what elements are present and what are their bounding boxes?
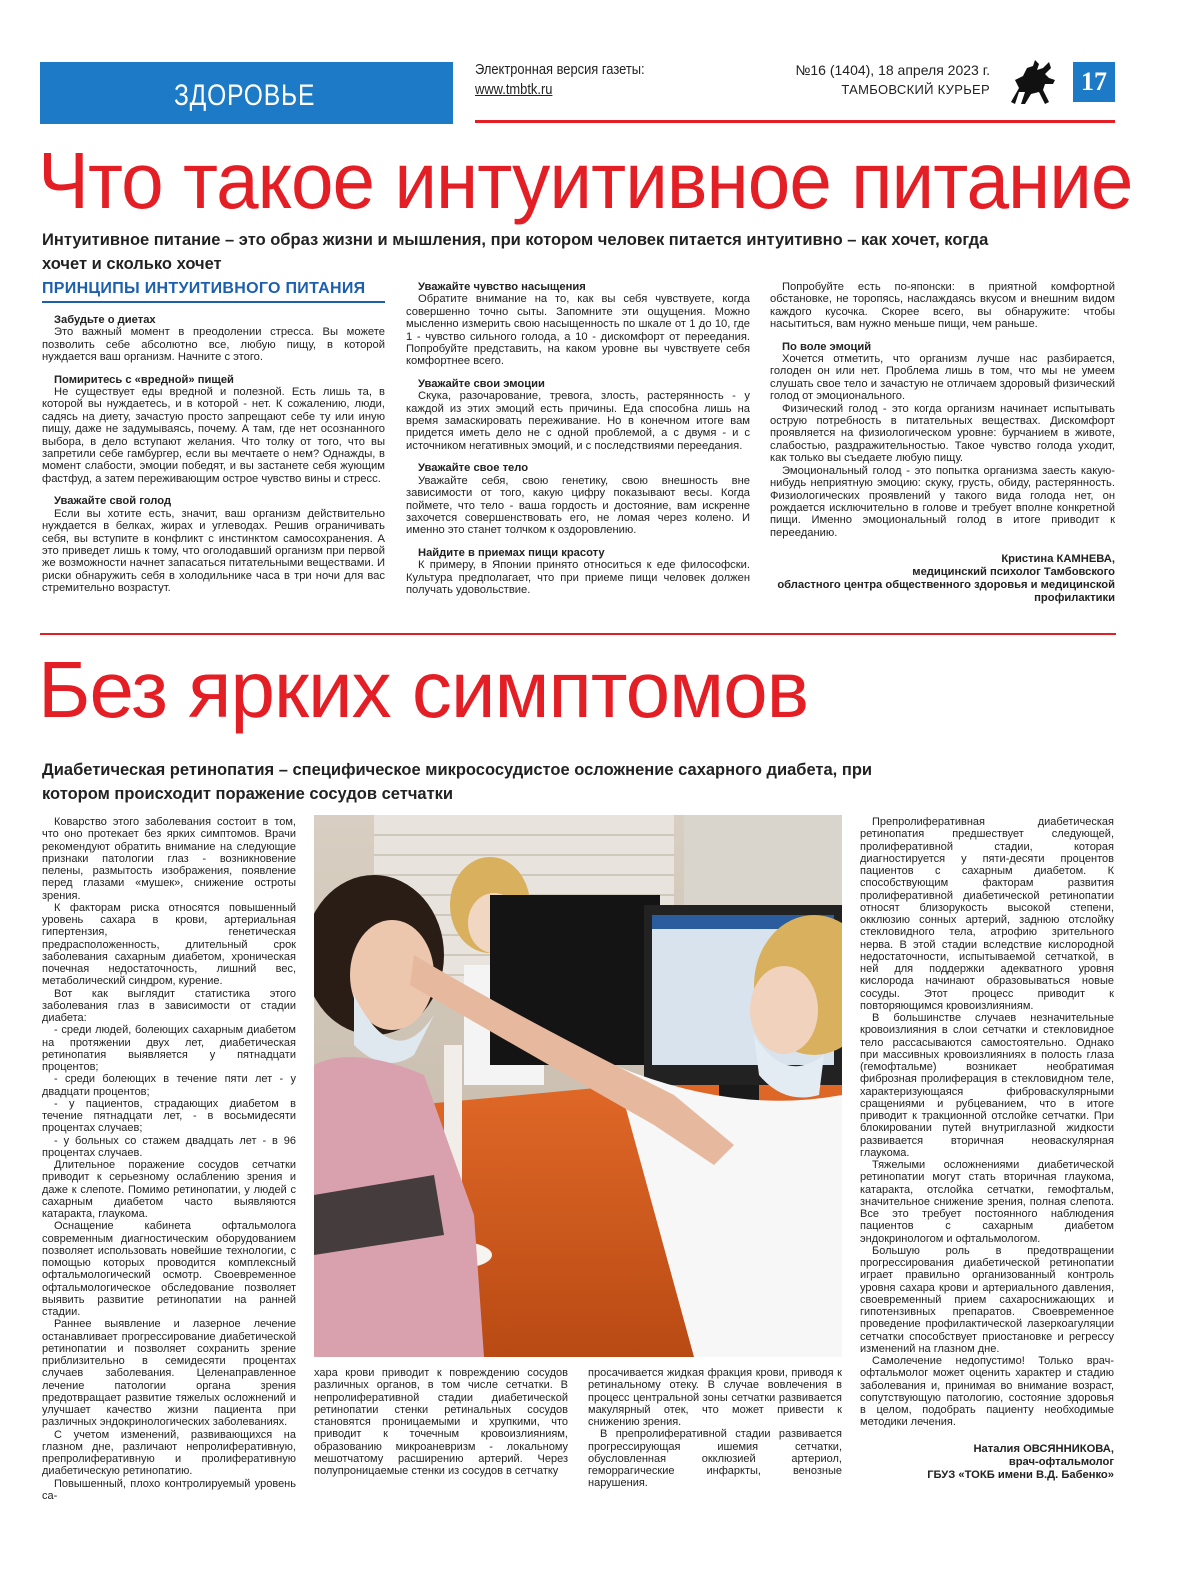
- subheading: Забудьте о диетах: [54, 314, 156, 326]
- article1-rubric: ПРИНЦИПЫ ИНТУИТИВНОГО ПИТАНИЯ: [42, 280, 385, 303]
- paragraph: Вот как выглядит статистика этого заболевания глаз в зависимости от стадии диабета:: [42, 987, 296, 1024]
- paragraph: Скука, разочарование, тревога, злость, растерянность - у каждой из этих эмоций есть причины. Еда способна лишь на время замаскировать переживание. Но в конечном итоге вам придется иметь дело не с одной проблемой, а с двумя - и с источником негативных эмоций, и с последствиями переедания.: [406, 390, 750, 452]
- subheading: Найдите в приемах пищи красоту: [418, 546, 605, 559]
- paragraph: Оснащение кабинета офтальмолога современным диагностическим оборудованием позволяет использовать новейшие технологии, с помощью которых проводится комплексный офтальмологический осмотр. Своевременное офтальмологическое обследование позволяет выявить развитие ретинопатии на ранней стадии.: [42, 1220, 296, 1318]
- eye-exam-photo: [314, 815, 842, 1357]
- paragraph: - у пациентов, страдающих диабетом в течение пятнадцати лет, - в восьмидесяти процентах случаев;: [42, 1097, 296, 1135]
- article1-signature: [770, 553, 1115, 605]
- paragraph: - у больных со стажем двадцать лет - в 96 процентах случаев.: [42, 1134, 296, 1159]
- article1-lead: Интуитивное питание – это образ жизни и мышления, при котором человек питается интуитивно – как хочет, когда хочет и сколько хочет: [42, 231, 989, 273]
- subheading: Помиритесь с «вредной» пищей: [54, 373, 234, 386]
- author-org-2: профилактики: [1034, 592, 1115, 605]
- section-title: ЗДОРОВЬЕ: [174, 79, 316, 112]
- article2-title: Без ярких симптомов: [38, 645, 809, 734]
- article2-column-4: [860, 816, 1114, 1482]
- paragraph: Это важный момент в преодолении стресса. Вы можете позволить себе абсолютно все, любую пищу, в которой нуждается ваш организм. Начните с этого.: [42, 326, 385, 364]
- article2-column-2: [314, 1367, 568, 1477]
- site-link[interactable]: www.tmbtk.ru: [475, 81, 553, 98]
- article1-title: Что такое интуитивное питание: [38, 136, 1133, 225]
- paragraph: Обратите внимание на то, как вы себя чувствуете, когда совершенно точно сыты. Запомните эти ощущения. Можно мысленно измерить свою насыщенность по шкале от 1 до 10, где 1 - чувство сильного голода, а 10 - дискомфорт от переедания. Попробуйте представить, на каком уровне вы чувствуете себя комфортнее всего.: [406, 293, 750, 368]
- paragraph: В препролиферативной стадии развивается прогрессирующая ишемия сетчатки, обусловленная окклюзией артериол, геморрагические инфаркты, венозные нарушения.: [588, 1428, 842, 1490]
- article-divider: [40, 633, 1116, 635]
- author-name: Кристина КАМНЕВА,: [1001, 553, 1115, 566]
- paragraph: Хочется отметить, что организм лучше нас разбирается, голоден он или нет. Проблема лишь в том, что мы не умеем слушать свое тело и зачастую не отличаем здоровый физический голод от эмоционального.: [770, 353, 1115, 403]
- paragraph: Эмоциональный голод - это попытка организма заесть какую-нибудь неприятную эмоцию: скуку, грусть, обиду, растерянность. Физиологических проявлений у такого вида голода нет, он рождается исключительно в голове и требует вполне конкретной пищи. Именно эмоциональный голод в итоге приводит к перееданию.: [770, 464, 1115, 539]
- paragraph: Не существует еды вредной и полезной. Есть лишь та, в которой вы нуждаетесь, и в которой - нет. К сожалению, люди, садясь на диету, зачастую просто запрещают себе ту или иную пищу, даже не задумываясь, почему. А там, где нет осознанного выбора, в дело вступают желания. Что толку от того, что вы запретили себе гамбургер, если вы мечтаете о нем? Однажды, в момент слабости, эмоции победят, и вы застанете себя жующим фастфуд, а затем переживающим острое чувство вины и стресс.: [42, 386, 385, 485]
- paragraph: - среди болеющих в течение пяти лет - у двадцати процентов;: [42, 1073, 296, 1098]
- article2-column-3: [588, 1367, 842, 1490]
- paragraph: - среди людей, болеющих сахарным диабетом на протяжении двух лет, диабетическая ретинопатия выявляется у пятнадцати процентов;: [42, 1024, 296, 1073]
- author-name: Наталия ОВСЯННИКОВА,: [973, 1442, 1114, 1455]
- photo-illustration: [314, 815, 842, 1357]
- article1-column-2: [406, 281, 750, 596]
- paragraph: Длительное поражение сосудов сетчатки приводит к серьезному ослаблению зрения и даже к слепоте. Помимо ретинопатии, у людей с сахарным диабетом часто выявляются катаракта, глаукома.: [42, 1159, 296, 1220]
- paragraph: К факторам риска относятся повышенный уровень сахара в крови, артериальная гипертензия, генетическая предрасположенность, длительный срок заболевания сахарным диабетом, хроническая почечная недостаточность, лишний вес, метаболический синдром, курение.: [42, 901, 296, 988]
- paragraph: Повышенный, плохо контролируемый уровень са-: [42, 1477, 296, 1502]
- article1-column-1: [42, 314, 385, 595]
- edition-label: Электронная версия газеты:: [475, 61, 645, 78]
- paragraph: Физический голод - это когда организм начинает испытывать острую потребность в питательных веществах. Дискомфорт проявляется на физиологическом уровне: бурчанием в животе, слабостью, раздражительностью. Такое чувство голода уходит, как только вы съедаете любую пищу.: [770, 402, 1115, 465]
- paragraph: Уважайте себя, свою генетику, свою внешность вне зависимости от того, какую цифру показывают весы. Когда поймете, что тело - ваша гордость и достояние, вам искренне захочется совершенствовать его, не ломая через колено. И именно это станет толчком к оздоровлению.: [406, 474, 750, 537]
- section-banner: [40, 62, 453, 124]
- horse-rider-icon: [1005, 58, 1059, 108]
- paragraph: С учетом изменений, развивающихся на глазном дне, различают непролиферативную, препролиферативную и пролиферативную диабетическую ретинопатию.: [42, 1428, 296, 1478]
- subheading: Уважайте свое тело: [418, 462, 529, 475]
- article1-column-3: [770, 281, 1115, 605]
- paragraph: В большинстве случаев незначительные кровоизлияния в слои сетчатки и стекловидное тело рассасываются самостоятельно. Однако при массивных кровоизлияниях в полость глаза (гемофтальме) возникает необратимая фиброзная пролиферация в стекловидном теле, характеризующаяся фиброваскулярными сращениями и рубцеванием, что в итоге приводит к тракционной отслойке сетчатки. При блокировании путей внутриглазной жидкости развивается вторичная неоваскулярная глаукома.: [860, 1012, 1114, 1159]
- subheading: Уважайте чувство насыщения: [418, 281, 586, 293]
- paragraph: Коварство этого заболевания состоит в том, что оно протекает без ярких симптомов. Врачи рекомендуют обратить внимание на следующие признаки патологии глаз - возникновение пелены, размытость изображения, появление перед глазами «мушек», снижение остроты зрения.: [42, 816, 296, 902]
- paragraph: просачивается жидкая фракция крови, приводя к ретинальному отеку. В случае вовлечения в процесс центральной зоны сетчатки развивается макулярный отек, что может привести к снижению зрения.: [588, 1367, 842, 1428]
- author-org: областного центра общественного здоровья и медицинской: [777, 579, 1115, 592]
- paper-name: ТАМБОВСКИЙ КУРЬЕР: [841, 82, 990, 97]
- header-rule: [475, 120, 1115, 123]
- issue-info: [785, 60, 990, 100]
- subheading: По воле эмоций: [782, 340, 872, 353]
- author-title: врач-офтальмолог: [1008, 1455, 1114, 1468]
- article2-column-1: [42, 816, 296, 1502]
- author-org: ГБУЗ «ТОКБ имени В.Д. Бабенко»: [927, 1468, 1114, 1481]
- paragraph: Раннее выявление и лазерное лечение останавливает прогрессирование диабетической ретинопатии и позволяет сохранить зрение приблизительно в семидесяти процентах случаев заболевания. Целенаправленное лечение патологии органа зрения предотвращает развитие тяжелых осложнений и улучшает качество жизни пациента при различных эндокринологических заболеваниях.: [42, 1318, 296, 1429]
- edition-info: [475, 60, 645, 100]
- article2-lead: Диабетическая ретинопатия – специфическое микрососудистое осложнение сахарного диабета, при котором происходит поражение сосудов сетчатки: [42, 761, 873, 803]
- paragraph: Попробуйте есть по-японски: в приятной комфортной обстановке, не торопясь, наслаждаясь вкусом и внешним видом каждого кусочка. Скорее всего, вы обнаружите: чтобы насытиться, вам нужно меньше пищи, чем раньше.: [770, 281, 1115, 331]
- article2-signature: [860, 1443, 1114, 1482]
- paragraph: К примеру, в Японии принято относиться к еде философски. Культура предполагает, что при приеме пищи человек должен получать удовольствие.: [406, 559, 750, 596]
- paragraph: Самолечение недопустимо! Только врач-офтальмолог может оценить характер и стадию заболевания и, принимая во внимание возраст, сопутствующую патологию, состояние здоровья в целом, подобрать пациенту необходимые методики лечения.: [860, 1355, 1114, 1429]
- paragraph: хара крови приводит к повреждению сосудов различных органов, в том числе сетчатки. В непролиферативной стадии диабетической ретинопатии стенки ретинальных сосудов становятся проницаемыми и хрупкими, что приводит к точечным кровоизлияниям, образованию микроаневризм - локальному мешотчатому расширению артерий. Через полупроницаемые стенки из сосудов в сетчатку: [314, 1367, 568, 1477]
- paragraph: Большую роль в предотвращении прогрессирования диабетической ретинопатии играет правильно организованный контроль уровня сахара крови и артериального давления, своевременный прием сахароснижающих и гипотензивных препаратов. Своевременное проведение профилактической лазеркоагуляции сетчатки способствует приостановке и регрессу изменений на глазном дне.: [860, 1244, 1114, 1355]
- page-number: 17: [1073, 62, 1115, 102]
- author-title: медицинский психолог Тамбовского: [912, 566, 1115, 579]
- paragraph: Если вы хотите есть, значит, ваш организм действительно нуждается в белках, жирах и углеводах. Решив ограничивать себя, вы вступите в конфликт с инстинктом самосохранения. А это приведет лишь к тому, что оголодавший организм при первой же возможности начнет запасаться питательными веществами. И риски обнаружить себя в холодильнике часа в три ночи для вас стремительно возрастут.: [42, 507, 385, 595]
- subheading: Уважайте свой голод: [54, 495, 172, 508]
- issue-date: №16 (1404), 18 апреля 2023 г.: [795, 62, 990, 78]
- subheading: Уважайте свои эмоции: [418, 377, 545, 390]
- paragraph: Тяжелыми осложнениями диабетической ретинопатии могут стать вторичная глаукома, катаракта, отслойка сетчатки, гемофтальм, значительное снижение зрения, полная слепота. Все это требует постоянного наблюдения пациентов с сахарным диабетом эндокринологом и офтальмологом.: [860, 1159, 1114, 1245]
- paragraph: Препролиферативная диабетическая ретинопатия предшествует следующей, пролиферативной стадии, которая диагностируется у пяти-десяти процентов пациентов с сахарным диабетом. К способствующим факторам развития пролиферативной диабетической ретинопатии относят близорукость высокой степени, окклюзию сонных артерий, заднюю отслойку стекловидного тела, атрофию зрительного нерва. В этой стадии вследствие кислородной недостаточности, испытываемой сетчаткой, в ней для поддержки адекватного уровня кислорода начинают образовываться новые сосуды. Этот процесс приводит к повторяющимся кровоизлияниям.: [860, 816, 1114, 1012]
